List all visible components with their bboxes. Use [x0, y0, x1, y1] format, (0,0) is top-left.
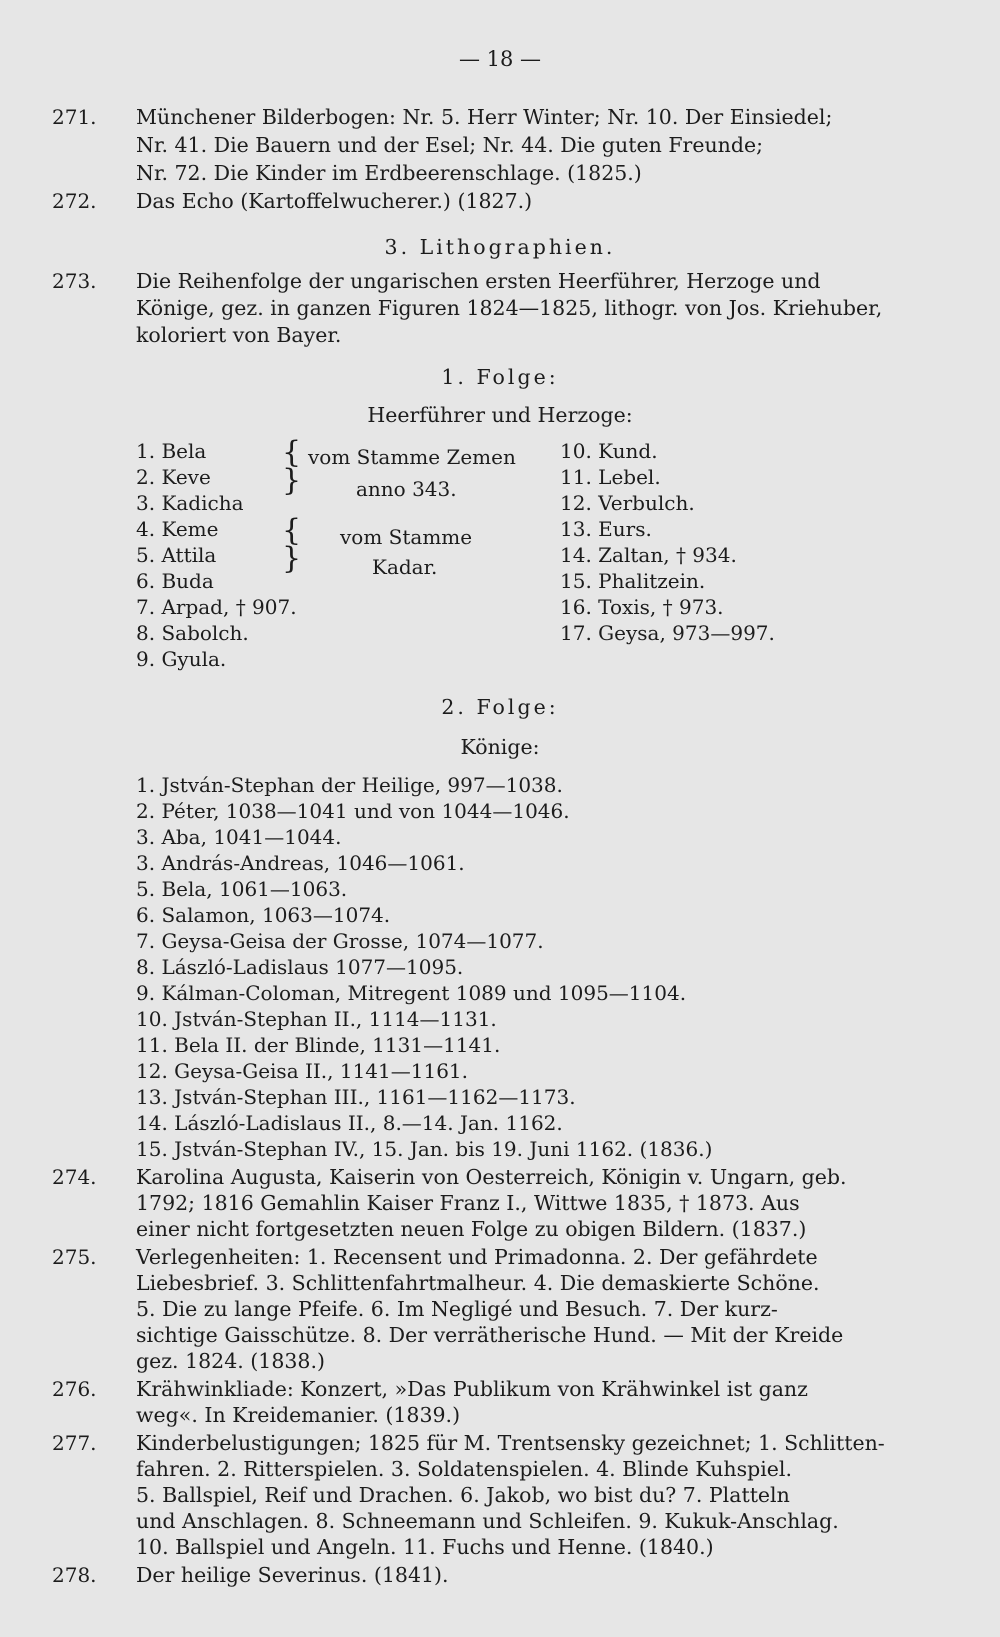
entry-line: Münchener Bilderbogen: Nr. 5. Herr Winter; Nr. 10. Der Einsiedel; [136, 105, 833, 129]
entry-line: Karolina Augusta, Kaiserin von Oesterreich, Königin v. Ungarn, geb. [136, 1165, 847, 1189]
curly-brace: } [282, 541, 302, 576]
list-item: 3. Kadicha [136, 491, 244, 515]
entry-line: 5. Die zu lange Pfeife. 6. Im Negligé und Besuch. 7. Der kurz- [136, 1297, 778, 1321]
list-item: 12. Verbulch. [560, 491, 695, 515]
entry-line: 1792; 1816 Gemahlin Kaiser Franz I., Wittwe 1835, † 1873. Aus [136, 1191, 800, 1215]
folge-heading: 1. Folge: [441, 365, 559, 389]
entry-number: 274. [52, 1165, 97, 1189]
entry-line: Die Reihenfolge der ungarischen ersten Heerführer, Herzoge und [136, 269, 821, 293]
list-item: 10. Kund. [560, 439, 658, 463]
group-label: Kadar. [372, 555, 438, 579]
list-item: 17. Geysa, 973—997. [560, 621, 775, 645]
entry-line: Verlegenheiten: 1. Recensent und Primadonna. 2. Der gefährdete [136, 1245, 818, 1269]
entry-line: Liebesbrief. 3. Schlittenfahrtmalheur. 4. Die demaskierte Schöne. [136, 1271, 820, 1295]
list-item: 3. Aba, 1041—1044. [136, 825, 342, 849]
entry-line: Der heilige Severinus. (1841). [136, 1563, 449, 1587]
list-item: 9. Kálman-Coloman, Mitregent 1089 und 1095—1104. [136, 981, 687, 1005]
page-number: — 18 — [458, 47, 542, 71]
list-item: 5. Attila [136, 543, 217, 567]
list-item: 13. Jstván-Stephan III., 1161—1162—1173. [136, 1085, 576, 1109]
list-item: 14. László-Ladislaus II., 8.—14. Jan. 1162. [136, 1111, 563, 1135]
list-item: 14. Zaltan, † 934. [560, 543, 737, 567]
entry-line: koloriert von Bayer. [136, 323, 342, 347]
entry-line: 5. Ballspiel, Reif und Drachen. 6. Jakob, wo bist du? 7. Platteln [136, 1483, 790, 1507]
group-label: vom Stamme Zemen [308, 445, 516, 469]
entry-line: weg«. In Kreidemanier. (1839.) [136, 1403, 461, 1427]
group-label: anno 343. [356, 477, 457, 501]
group-label: vom Stamme [340, 525, 473, 549]
folge-heading: 2. Folge: [441, 695, 559, 719]
list-item: 11. Bela II. der Blinde, 1131—1141. [136, 1033, 501, 1057]
entry-line: 10. Ballspiel und Angeln. 11. Fuchs und Henne. (1840.) [136, 1535, 714, 1559]
list-item: 1. Bela [136, 439, 207, 463]
folge-subheading: Heerführer und Herzoge: [367, 403, 633, 427]
entry-line: fahren. 2. Ritterspielen. 3. Soldatenspielen. 4. Blinde Kuhspiel. [136, 1457, 792, 1481]
entry-line: Kinderbelustigungen; 1825 für M. Trentsensky gezeichnet; 1. Schlitten- [136, 1431, 885, 1455]
list-item: 8. Sabolch. [136, 621, 249, 645]
list-item: 6. Buda [136, 569, 214, 593]
entry-line: sichtige Gaisschütze. 8. Der verrätherische Hund. — Mit der Kreide [136, 1323, 844, 1347]
entry-line: einer nicht fortgesetzten neuen Folge zu obigen Bildern. (1837.) [136, 1217, 807, 1241]
list-item: 3. András-Andreas, 1046—1061. [136, 851, 465, 875]
list-item: 5. Bela, 1061—1063. [136, 877, 348, 901]
list-item: 2. Péter, 1038—1041 und von 1044—1046. [136, 799, 570, 823]
list-item: 15. Jstván-Stephan IV., 15. Jan. bis 19. Juni 1162. (1836.) [136, 1137, 713, 1161]
entry-line: Krähwinkliade: Konzert, »Das Publikum von Krähwinkel ist ganz [136, 1377, 808, 1401]
list-item: 7. Arpad, † 907. [136, 595, 297, 619]
list-item: 1. Jstván-Stephan der Heilige, 997—1038. [136, 773, 563, 797]
list-item: 16. Toxis, † 973. [560, 595, 724, 619]
list-item: 9. Gyula. [136, 647, 227, 671]
entry-number: 272. [52, 189, 97, 213]
list-item: 12. Geysa-Geisa II., 1141—1161. [136, 1059, 469, 1083]
entry-line: Nr. 41. Die Bauern und der Esel; Nr. 44. Die guten Freunde; [136, 133, 764, 157]
entry-line: Könige, gez. in ganzen Figuren 1824—1825, lithogr. von Jos. Kriehuber, [136, 296, 883, 320]
entry-number: 278. [52, 1563, 97, 1587]
entry-line: Nr. 72. Die Kinder im Erdbeerenschlage. (1825.) [136, 161, 642, 185]
entry-line: Das Echo (Kartoffelwucherer.) (1827.) [136, 189, 533, 213]
entry-number: 275. [52, 1245, 97, 1269]
entry-line: gez. 1824. (1838.) [136, 1349, 325, 1373]
list-item: 8. László-Ladislaus 1077—1095. [136, 955, 464, 979]
section-heading: 3. Lithographien. [384, 235, 616, 259]
list-item: 2. Keve [136, 465, 211, 489]
curly-brace: { [282, 513, 302, 548]
entry-line: und Anschlagen. 8. Schneemann und Schleifen. 9. Kukuk-Anschlag. [136, 1509, 839, 1533]
entry-number: 273. [52, 269, 97, 293]
curly-brace: { [282, 435, 302, 470]
entry-number: 277. [52, 1431, 97, 1455]
list-item: 11. Lebel. [560, 465, 661, 489]
folge-subheading: Könige: [460, 735, 540, 759]
list-item: 6. Salamon, 1063—1074. [136, 903, 391, 927]
list-item: 10. Jstván-Stephan II., 1114—1131. [136, 1007, 497, 1031]
entry-number: 271. [52, 105, 97, 129]
list-item: 13. Eurs. [560, 517, 652, 541]
list-item: 15. Phalitzein. [560, 569, 706, 593]
list-item: 7. Geysa-Geisa der Grosse, 1074—1077. [136, 929, 544, 953]
list-item: 4. Keme [136, 517, 219, 541]
entry-number: 276. [52, 1377, 97, 1401]
curly-brace: } [282, 463, 302, 498]
